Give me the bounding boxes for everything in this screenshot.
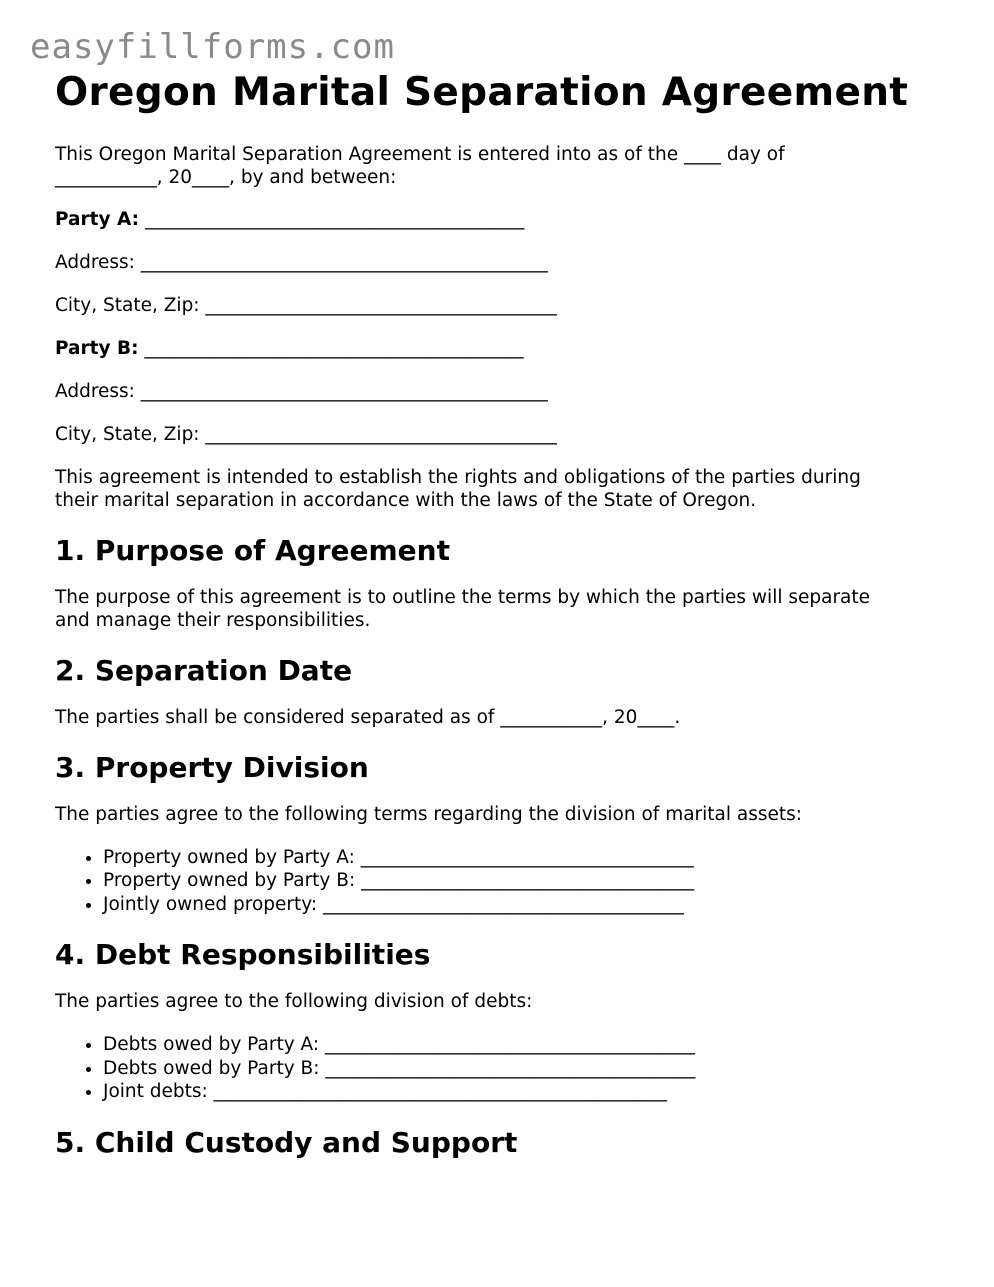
intro-line-1: This Oregon Marital Separation Agreement is entered into as of the ____ day of — [55, 143, 785, 165]
page-title: Oregon Marital Separation Agreement — [55, 70, 909, 115]
closing-line-1: This agreement is intended to establish the rights and obligations of the parties during — [55, 466, 861, 488]
purpose-line-1: The purpose of this agreement is to outline the terms by which the parties will separate — [55, 586, 871, 608]
section-heading-separation-date: 2. Separation Date — [55, 653, 353, 687]
debt-item-joint[interactable]: • Joint debts: _________________________________________________ — [103, 1080, 935, 1104]
party-b-city-field[interactable]: City, State, Zip: ______________________________________ — [55, 423, 557, 445]
debt-item-party-a[interactable]: • Debts owed by Party A: ________________________________________ — [103, 1033, 935, 1057]
party-a-blank[interactable]: _________________________________________ — [144, 208, 525, 230]
property-list — [55, 846, 935, 917]
watermark: easyfillforms.com — [30, 27, 395, 67]
party-b-address-field[interactable]: Address: ____________________________________________ — [55, 380, 548, 402]
party-a-label: Party A: — [55, 208, 140, 230]
property-item-party-a[interactable]: • Property owned by Party A: ____________________________________ — [103, 846, 935, 870]
property-item-joint[interactable]: • Jointly owned property: _______________________________________ — [103, 893, 935, 917]
section-heading-custody: 5. Child Custody and Support — [55, 1125, 518, 1159]
closing-line-2: their marital separation in accordance with the laws of the State of Oregon. — [55, 489, 757, 511]
party-b-field[interactable] — [55, 337, 935, 360]
party-a-city-field[interactable]: City, State, Zip: ______________________________________ — [55, 294, 557, 316]
section-heading-property: 3. Property Division — [55, 750, 369, 784]
party-b-label: Party B: — [55, 337, 139, 359]
document — [55, 70, 935, 1160]
property-text: The parties agree to the following terms regarding the division of marital assets: — [55, 803, 803, 825]
intro-line-2: ___________, 20____, by and between: — [55, 166, 397, 188]
party-b-blank[interactable]: _________________________________________ — [144, 337, 524, 359]
debt-text: The parties agree to the following division of debts: — [55, 991, 533, 1013]
purpose-line-2: and manage their responsibilities. — [55, 609, 371, 631]
separation-date-text[interactable]: The parties shall be considered separated as of ___________, 20____. — [55, 706, 681, 728]
party-a-address-field[interactable]: Address: ____________________________________________ — [55, 251, 548, 273]
section-heading-purpose: 1. Purpose of Agreement — [55, 533, 450, 567]
debt-item-party-b[interactable]: • Debts owed by Party B: ________________________________________ — [103, 1057, 935, 1081]
property-item-party-b[interactable]: • Property owned by Party B: ____________________________________ — [103, 869, 935, 893]
section-heading-debt: 4. Debt Responsibilities — [55, 938, 431, 972]
debt-list — [55, 1033, 935, 1104]
party-a-field[interactable] — [55, 208, 935, 231]
